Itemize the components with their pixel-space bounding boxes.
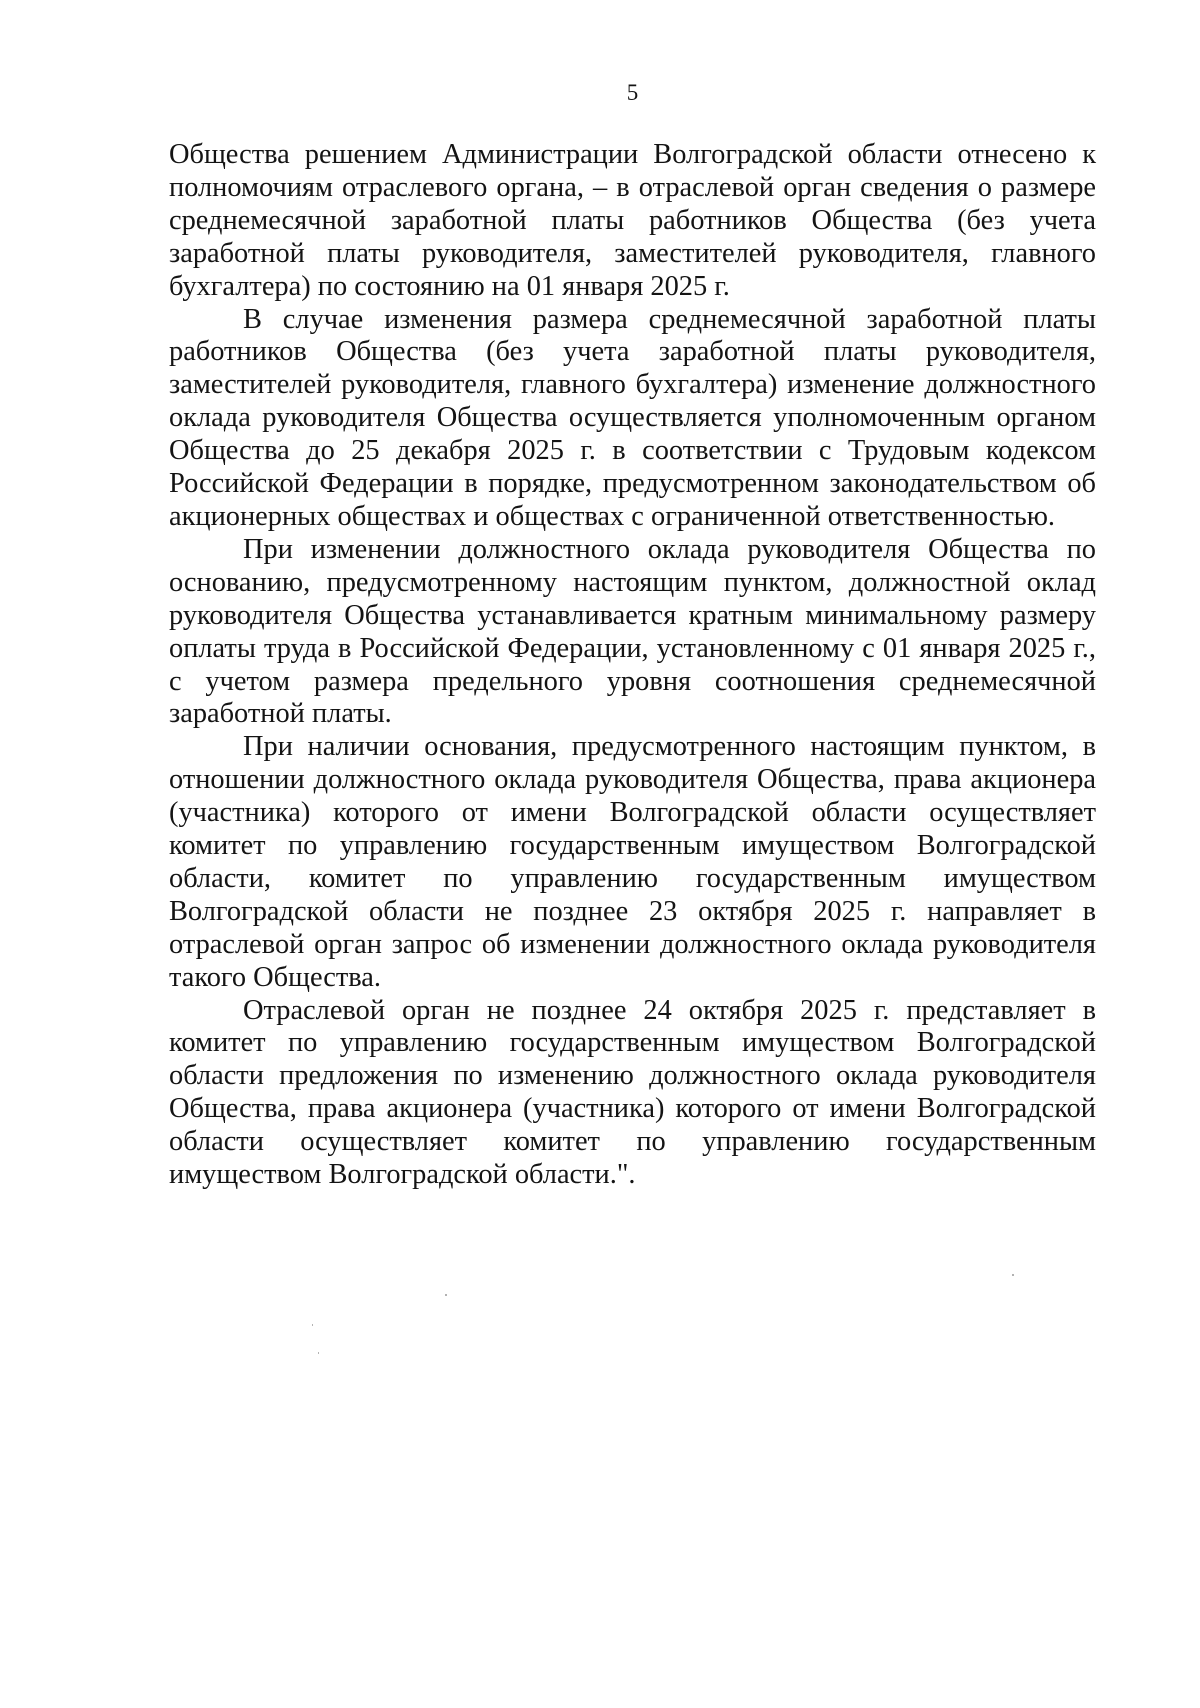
- paragraph-salary-multiple: При изменении должностного оклада руководителя Общества по основанию, предусмотренному настоящим пунктом, должностной оклад руководителя Общества устанавливается кратным минимальному размеру оплаты труда в Российской Федерации, установленному с 01 января 2025 г., с учетом размера предельного уровня соотношения среднемесячной заработной платы.: [169, 533, 1096, 730]
- paragraph-proposals: Отраслевой орган не позднее 24 октября 2025 г. представляет в комитет по управлению государственным имуществом Волгоградской области предложения по изменению должностного оклада руководителя Общества, права акционера (участника) которого от имени Волгоградской области осуществляет комитет по управлению государственным имуществом Волгоградской области.".: [169, 994, 1096, 1191]
- document-body: [169, 139, 1096, 1192]
- scan-speck: [445, 1294, 447, 1296]
- paragraph-salary-change: В случае изменения размера среднемесячной заработной платы работников Общества (без учета заработной платы руководителя, заместителей руководителя, главного бухгалтера) изменение должностного оклада руководителя Общества осуществляется уполномоченным органом Общества до 25 декабря 2025 г. в соответствии с Трудовым кодексом Российской Федерации в порядке, предусмотренном законодательством об акционерных обществах и обществах с ограниченной ответственностью.: [169, 303, 1096, 532]
- paragraph-continuation: Общества решением Администрации Волгоградской области отнесено к полномочиям отраслевого органа, – в отраслевой орган сведения о размере среднемесячной заработной платы работников Общества (без учета заработной платы руководителя, заместителей руководителя, главного бухгалтера) по состоянию на 01 января 2025 г.: [169, 139, 1096, 302]
- paragraph-committee-request: При наличии основания, предусмотренного настоящим пунктом, в отношении должностного оклада руководителя Общества, права акционера (участника) которого от имени Волгоградской области осуществляет комитет по управлению государственным имуществом Волгоградской области, комитет по управлению государственным имуществом Волгоградской области не позднее 23 октября 2025 г. направляет в отраслевой орган запрос об изменении должностного оклада руководителя такого Общества.: [169, 731, 1096, 993]
- page-number: 5: [626, 80, 639, 105]
- scan-speck: [1012, 1274, 1014, 1276]
- scan-speck: [318, 1352, 319, 1354]
- scan-speck: [312, 1324, 313, 1326]
